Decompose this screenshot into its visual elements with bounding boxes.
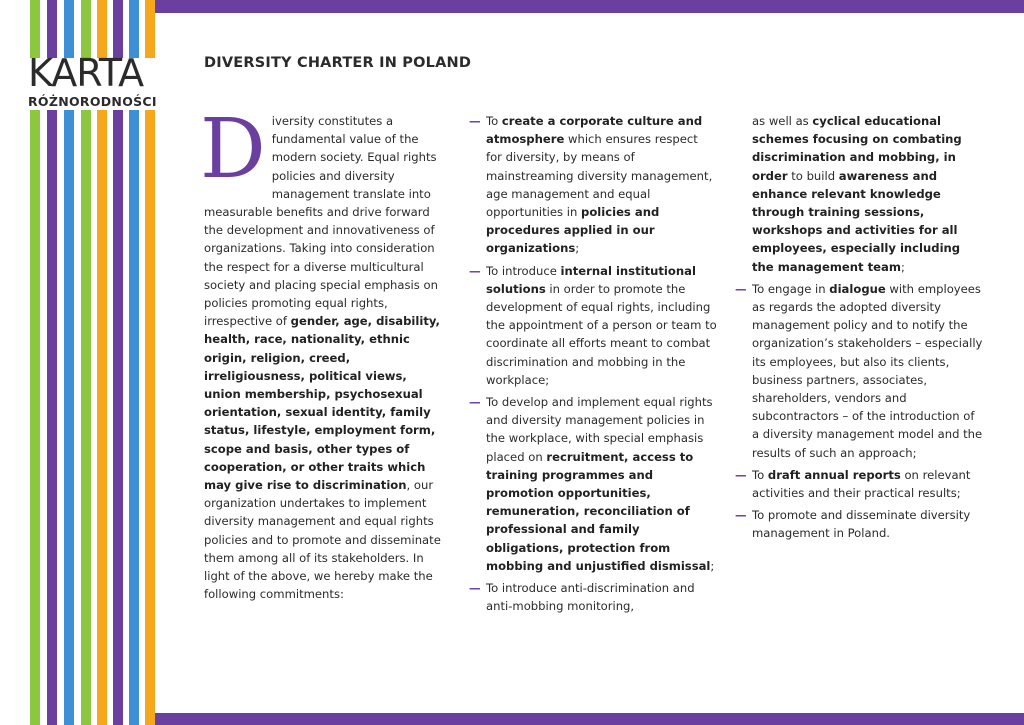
item-text: as well as — [752, 114, 813, 128]
item-text: on relevant activities and their practical results; — [752, 467, 971, 501]
item-text: in order to promote the development of equal rights, including the appointment of a person or team to coordinate all efforts meant to combat discrimination and mobbing in the workplace; — [486, 281, 717, 387]
intro-column — [200, 102, 444, 603]
dash-bullet: — — [469, 114, 481, 128]
item-bold: recruitment, access to training programmes and promotion opportunities, remuneration, reconciliation of professional and family obligations, protection from mobbing and unjustified dismissal — [486, 449, 711, 573]
page-title: DIVERSITY CHARTER IN POLAND — [204, 55, 472, 71]
item-text: ; — [710, 558, 715, 573]
item-text: To introduce anti-discrimination and anti-mobbing monitoring, — [486, 581, 695, 614]
drop-cap: D — [200, 102, 266, 197]
item-text: To promote and disseminate diversity management in Poland. — [752, 508, 971, 541]
item-text: with employees as regards the adopted diversity management policy and to notify the organization’s stakeholders – especially its employees, but also its clients, business partners, associates, shareholders, vendors and subcontractors – of the introduction of a diversity management model and the results of such an approach; — [752, 281, 983, 460]
dash-bullet: — — [735, 467, 747, 482]
dash-bullet: — — [469, 263, 481, 278]
item-bold: create a corporate culture and atmosphere — [486, 114, 703, 147]
commitment-continuation — [735, 112, 985, 276]
item-bold: awareness and enhance relevant knowledge through training sessions, workshops and activities for all employees, especially including the management team — [752, 168, 961, 274]
dash-bullet: — — [469, 581, 481, 596]
commitment-item — [469, 112, 717, 258]
item-bold: internal institutional solutions — [486, 263, 696, 296]
commitment-item — [469, 393, 717, 575]
commitment-item — [735, 280, 985, 462]
dash-bullet: — — [469, 395, 481, 410]
item-bold: dialogue — [829, 281, 886, 296]
item-text: To introduce — [486, 263, 561, 278]
commitment-item — [735, 506, 985, 542]
logo-main: KARTA — [28, 51, 144, 95]
item-text: to build — [787, 168, 839, 183]
logo — [28, 51, 163, 109]
commitments-column-2 — [735, 112, 985, 547]
item-text: ; — [900, 259, 905, 274]
intro-bold: gender, age, disability, health, race, nationality, ethnic origin, religion, creed, irreligiousness, political views, union membership, psychosexual orientation, sexual identity, family status, lifestyle, employment form, scope and basis, other types of cooperation, or other traits which may give rise to discrimination — [204, 314, 440, 493]
logo-sub: RÓŻNORODNOŚCI — [28, 94, 157, 109]
item-text: To — [752, 467, 768, 482]
commitment-item — [469, 579, 717, 615]
item-bold: policies and procedures applied in our organizations — [486, 205, 660, 256]
item-text: To — [486, 114, 502, 128]
item-bold: cyclical educational schemes focusing on combating discrimination and mobbing, in order — [752, 114, 962, 183]
dash-bullet: — — [735, 508, 747, 523]
commitment-item — [735, 466, 985, 502]
item-text: To develop and implement equal rights and diversity management policies in the workplace, with special emphasis placed on — [486, 395, 713, 464]
item-text: To engage in — [752, 281, 830, 296]
intro-text: iversity constitutes a fundamental value of the modern society. Equal rights policies and diversity management translate into measurable benefits and drive forward the development and innovativeness of organizations. Taking into consideration the respect for a diverse multicultural society and placing special emphasis on policies promoting equal rights, irrespective of — [204, 114, 438, 329]
intro-text-end: , our organization undertakes to implement diversity management and equal rights policies and to promote and disseminate them among all of its stakeholders. In light of the above, we hereby make the following commitments: — [204, 478, 441, 602]
item-bold: draft annual reports — [767, 467, 901, 482]
commitment-item — [469, 262, 717, 389]
item-text: ; — [575, 241, 580, 256]
item-text: which ensures respect for diversity, by means of mainstreaming diversity management, age management and equal opportunities in — [486, 132, 713, 220]
bottom-bar — [155, 713, 1024, 725]
top-bar — [155, 0, 1024, 13]
dash-bullet: — — [735, 281, 747, 296]
commitments-column-1 — [469, 112, 717, 619]
